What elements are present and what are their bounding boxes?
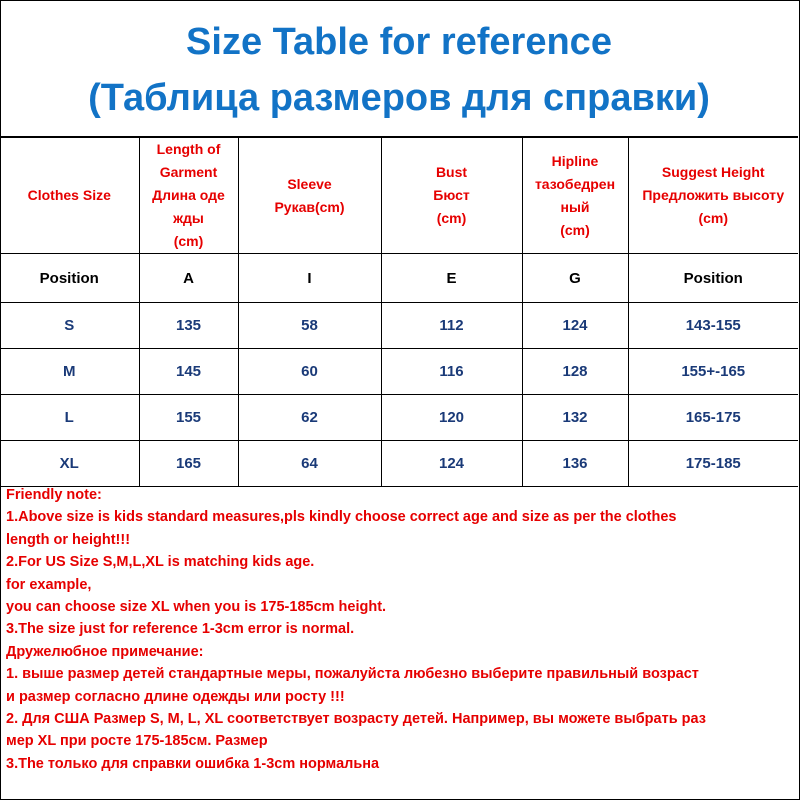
header-row [0,138,798,254]
table-cell: 132 [522,395,628,441]
position-cell: A [139,254,238,303]
header-clothes-size: Clothes Size [0,138,139,254]
table-cell: 128 [522,349,628,395]
table-cell: 155 [139,395,238,441]
note-line: мер XL при росте 175-185см. Размер [6,733,268,750]
size-label-cell: L [0,395,139,441]
table-cell: 124 [381,441,522,487]
note-line: Дружелюбное примечание: [6,643,204,660]
header-sleeve: Sleeve Рукав(cm) [238,138,381,254]
table-row [0,395,798,441]
size-label-cell: M [0,349,139,395]
note-line: for example, [6,576,92,593]
note-line: 2. Для США Размер S, M, L, XL соответствует возрасту детей. Например, вы можете выбрать раз [6,711,706,728]
note-line: и размер согласно длине одежды или росту !!! [6,688,345,705]
friendly-notes [6,484,796,775]
position-cell: E [381,254,522,303]
table-row [0,441,798,487]
title-russian: (Таблица размеров для справки) [88,77,710,119]
position-cell: Position [628,254,798,303]
table-cell: 112 [381,303,522,349]
size-label-cell: XL [0,441,139,487]
table-cell: 155+-165 [628,349,798,395]
title-english: Size Table for reference [186,21,612,63]
note-line: Friendly note: [6,487,102,503]
header-suggest-height: Suggest Height Предложить высоту (cm) [628,138,798,254]
table-cell: 145 [139,349,238,395]
table-cell: 175-185 [628,441,798,487]
table-cell: 62 [238,395,381,441]
position-cell: G [522,254,628,303]
size-label-cell: S [0,303,139,349]
table-cell: 136 [522,441,628,487]
table-cell: 64 [238,441,381,487]
note-line: length or height!!! [6,531,131,548]
title-banner [0,0,798,137]
header-length: Length of Garment Длина оде жды (cm) [139,138,238,254]
table-cell: 116 [381,349,522,395]
note-line: you can choose size XL when you is 175-185cm height. [6,599,387,616]
position-cell: I [238,254,381,303]
size-table [0,137,798,487]
position-row [0,254,798,303]
table-cell: 124 [522,303,628,349]
header-hipline: Hipline тазобедрен ный (cm) [522,138,628,254]
table-cell: 135 [139,303,238,349]
note-line: 1. выше размер детей стандартные меры, пожалуйста любезно выберите правильный возраст [6,666,699,683]
note-line: 1.Above size is kids standard measures,pls kindly choose correct age and size as per the clothes [6,509,677,526]
table-row [0,349,798,395]
table-cell: 120 [381,395,522,441]
table-cell: 58 [238,303,381,349]
position-cell: Position [0,254,139,303]
note-line: 3.The size just for reference 1-3cm error is normal. [6,621,355,638]
table-cell: 60 [238,349,381,395]
note-line: 3.The только для справки ошибка 1-3cm нормальна [6,755,380,772]
table-cell: 165-175 [628,395,798,441]
table-cell: 165 [139,441,238,487]
note-line: 2.For US Size S,M,L,XL is matching kids age. [6,554,315,571]
header-bust: Bust Бюст (cm) [381,138,522,254]
table-cell: 143-155 [628,303,798,349]
table-row [0,303,798,349]
